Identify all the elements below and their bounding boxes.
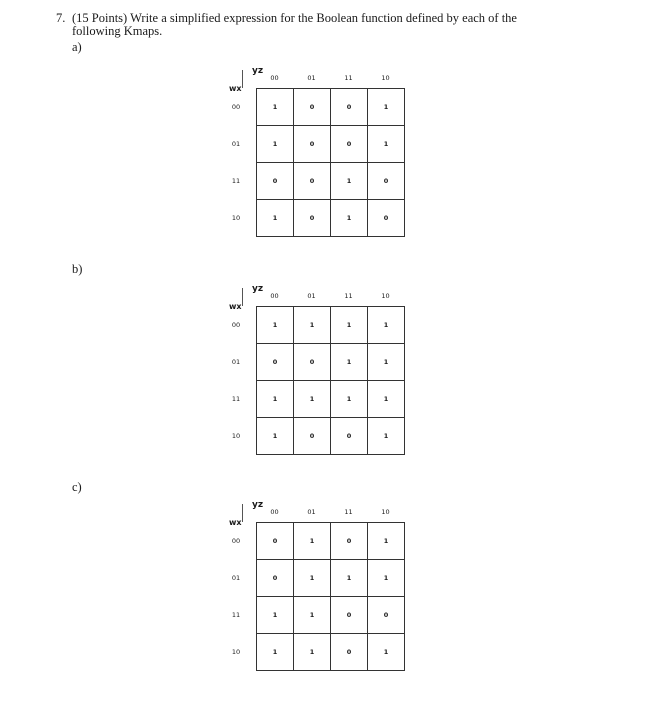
kmap-col-header: 11: [344, 292, 353, 300]
kmap-cell: 0: [368, 200, 405, 237]
kmap-cell: 0: [331, 634, 368, 671]
kmap-cell: 1: [368, 381, 405, 418]
kmap-cell: 0: [294, 89, 331, 126]
kmap-cell: 1: [368, 126, 405, 163]
kmap-col-header: 10: [381, 508, 390, 516]
kmap-a: [210, 66, 420, 280]
kmap-wx-label: wx: [229, 84, 242, 93]
kmap-cell: 0: [331, 126, 368, 163]
question-text-line-1: (15 Points) Write a simplified expression for the Boolean function defined by each of the: [72, 11, 517, 25]
kmap-row-header: 01: [231, 574, 241, 582]
kmap-row-header: 01: [231, 358, 241, 366]
kmap-cell: 1: [331, 163, 368, 200]
kmap-col-header: 00: [270, 292, 279, 300]
kmap-cell: 1: [331, 344, 368, 381]
kmap-cell: 0: [331, 523, 368, 560]
kmap-cell: 1: [331, 381, 368, 418]
kmap-yz-label: yz: [252, 66, 264, 76]
kmap-row-header: 00: [231, 321, 241, 329]
kmap-row-header: 00: [231, 103, 241, 111]
kmap-row-header: 10: [231, 648, 241, 656]
kmap-col-header: 11: [344, 74, 353, 82]
kmap-cell: 1: [368, 560, 405, 597]
kmap-cell: 0: [368, 597, 405, 634]
kmap-cell: 0: [331, 597, 368, 634]
kmap-cell: 0: [257, 523, 294, 560]
kmap-cell: 0: [257, 163, 294, 200]
kmap-col-header: 10: [381, 74, 390, 82]
kmap-col-header: 01: [307, 292, 316, 300]
kmap-cell: 1: [294, 597, 331, 634]
kmap-grid: [256, 88, 405, 237]
kmap-cell: 0: [294, 344, 331, 381]
kmap-col-header: 11: [344, 508, 353, 516]
kmap-cell: 1: [294, 560, 331, 597]
kmap-cell: 0: [257, 344, 294, 381]
kmap-row-header: 10: [231, 214, 241, 222]
kmap-cell: 1: [257, 307, 294, 344]
part-label-b: b): [72, 262, 83, 276]
kmap-cell: 1: [331, 307, 368, 344]
kmap-cell: 1: [368, 307, 405, 344]
kmap-row-header: 10: [231, 432, 241, 440]
kmap-cell: 1: [257, 418, 294, 455]
kmap-col-header: 10: [381, 292, 390, 300]
kmap-cell: 0: [331, 89, 368, 126]
kmap-grid: [256, 522, 405, 671]
kmap-row-header: 11: [231, 611, 241, 619]
kmap-cell: 0: [331, 418, 368, 455]
kmap-cell: 1: [368, 634, 405, 671]
kmap-cell: 0: [294, 163, 331, 200]
kmap-cell: 1: [257, 89, 294, 126]
kmap-col-header: 00: [270, 74, 279, 82]
kmap-cell: 1: [331, 560, 368, 597]
kmap-yz-label: yz: [252, 500, 264, 510]
kmap-row-header: 01: [231, 140, 241, 148]
kmap-col-header: 01: [307, 74, 316, 82]
kmap-col-header: 00: [270, 508, 279, 516]
kmap-grid: [256, 306, 405, 455]
kmap-cell: 1: [368, 344, 405, 381]
kmap-row-header: 11: [231, 395, 241, 403]
kmap-wx-label: wx: [229, 518, 242, 527]
question-number: 7.: [56, 11, 66, 25]
part-label-c: c): [72, 480, 82, 494]
kmap-cell: 0: [294, 126, 331, 163]
kmap-cell: 1: [294, 307, 331, 344]
kmap-row-header: 11: [231, 177, 241, 185]
kmap-col-header: 01: [307, 508, 316, 516]
kmap-cell: 1: [368, 89, 405, 126]
kmap-cell: 1: [257, 597, 294, 634]
kmap-b: [210, 284, 420, 498]
kmap-cell: 1: [331, 200, 368, 237]
kmap-row-header: 00: [231, 537, 241, 545]
kmap-yz-label: yz: [252, 284, 264, 294]
kmap-cell: 1: [257, 381, 294, 418]
kmap-cell: 1: [257, 634, 294, 671]
kmap-cell: 1: [294, 523, 331, 560]
kmap-cell: 1: [294, 381, 331, 418]
kmap-cell: 1: [257, 200, 294, 237]
part-label-a: a): [72, 40, 82, 54]
kmap-cell: 0: [294, 418, 331, 455]
kmap-cell: 0: [257, 560, 294, 597]
question-header: [56, 12, 616, 38]
kmap-cell: 1: [257, 126, 294, 163]
kmap-cell: 1: [294, 634, 331, 671]
kmap-wx-label: wx: [229, 302, 242, 311]
kmap-cell: 1: [368, 418, 405, 455]
kmap-c: [210, 500, 420, 714]
kmap-cell: 0: [368, 163, 405, 200]
question-text-line-2: following Kmaps.: [72, 24, 163, 38]
kmap-cell: 0: [294, 200, 331, 237]
kmap-cell: 1: [368, 523, 405, 560]
